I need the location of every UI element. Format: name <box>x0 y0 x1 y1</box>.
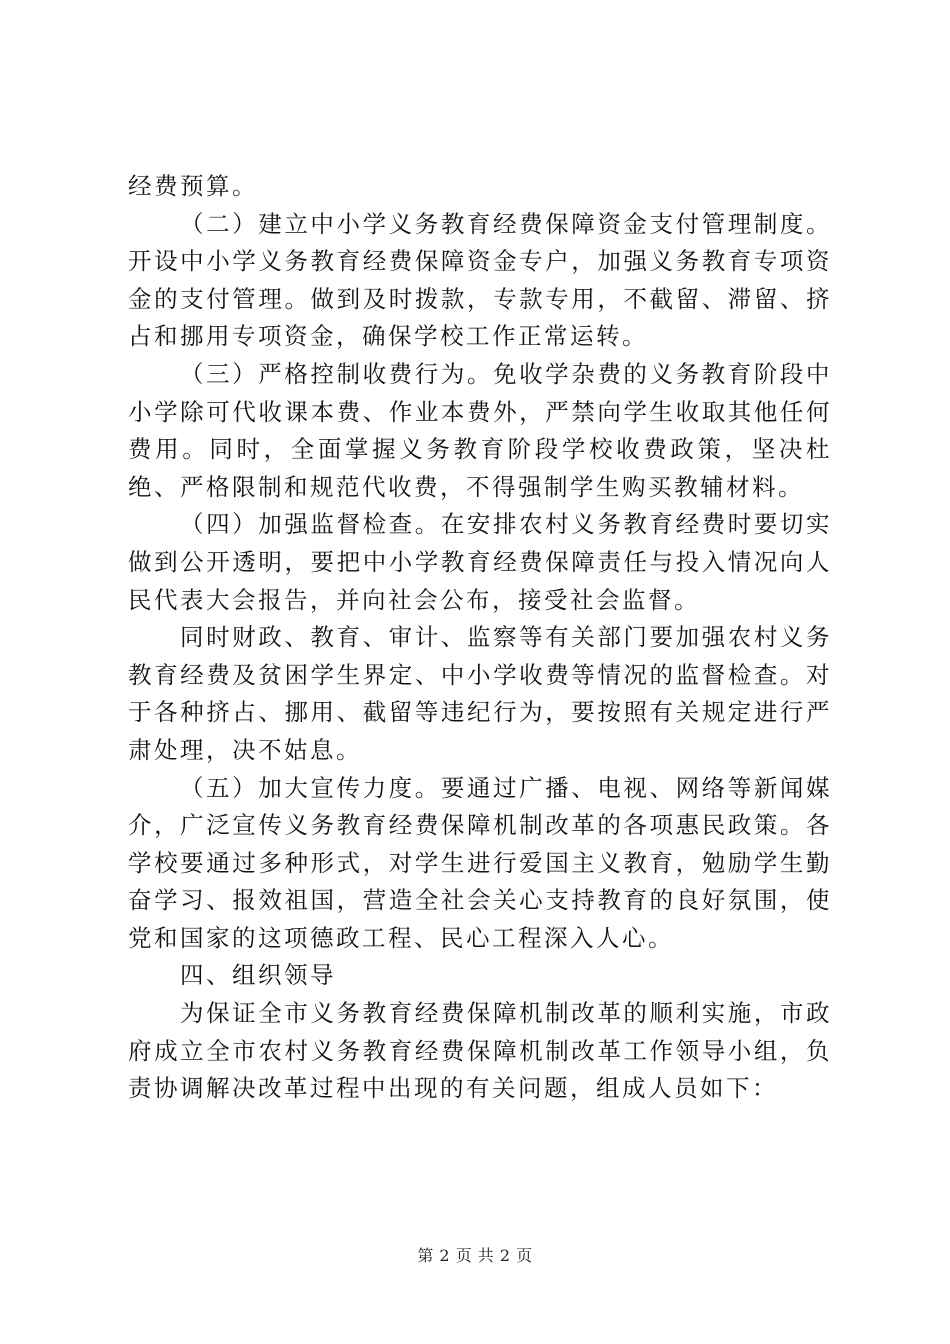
document-body <box>128 168 832 1108</box>
paragraph-continuation: 经费预算。 <box>128 172 258 200</box>
paragraph-section-2: （二）建立中小学义务教育经费保障资金支付管理制度。开设中小学义务教育经费保障资金专户，加强义务教育专项资金的支付管理。做到及时拨款，专款专用，不截留、滞留、挤占和挪用专项资金，确保学校工作正常运转。 <box>128 209 832 351</box>
section-heading-organization: 四、组织领导 <box>180 961 336 990</box>
page-footer: 第 2 页 共 2 页 <box>417 1246 533 1265</box>
paragraph-leadership-group: 为保证全市义务教育经费保障机制改革的顺利实施，市政府成立全市农村义务教育经费保障机制改革工作领导小组，负责协调解决改革过程中出现的有关问题，组成人员如下： <box>128 999 832 1103</box>
paragraph-section-5: （五）加大宣传力度。要通过广播、电视、网络等新闻媒介，广泛宣传义务教育经费保障机制改革的各项惠民政策。各学校要通过多种形式，对学生进行爱国主义教育，勉励学生勤奋学习、报效祖国，营造全社会关心支持教育的良好氛围，使党和国家的这项德政工程、民心工程深入人心。 <box>128 773 832 952</box>
paragraph-section-3: （三）严格控制收费行为。免收学杂费的义务教育阶段中小学除可代收课本费、作业本费外，严禁向学生收取其他任何费用。同时，全面掌握义务教育阶段学校收费政策，坚决杜绝、严格限制和规范代收费，不得强制学生购买教辅材料。 <box>128 359 832 501</box>
paragraph-supervision: 同时财政、教育、审计、监察等有关部门要加强农村义务教育经费及贫困学生界定、中小学收费等情况的监督检查。对于各种挤占、挪用、截留等违纪行为，要按照有关规定进行严肃处理，决不姑息。 <box>128 623 832 764</box>
paragraph-section-4: （四）加强监督检查。在安排农村义务教育经费时要切实做到公开透明，要把中小学教育经费保障责任与投入情况向人民代表大会报告，并向社会公布，接受社会监督。 <box>128 510 832 614</box>
